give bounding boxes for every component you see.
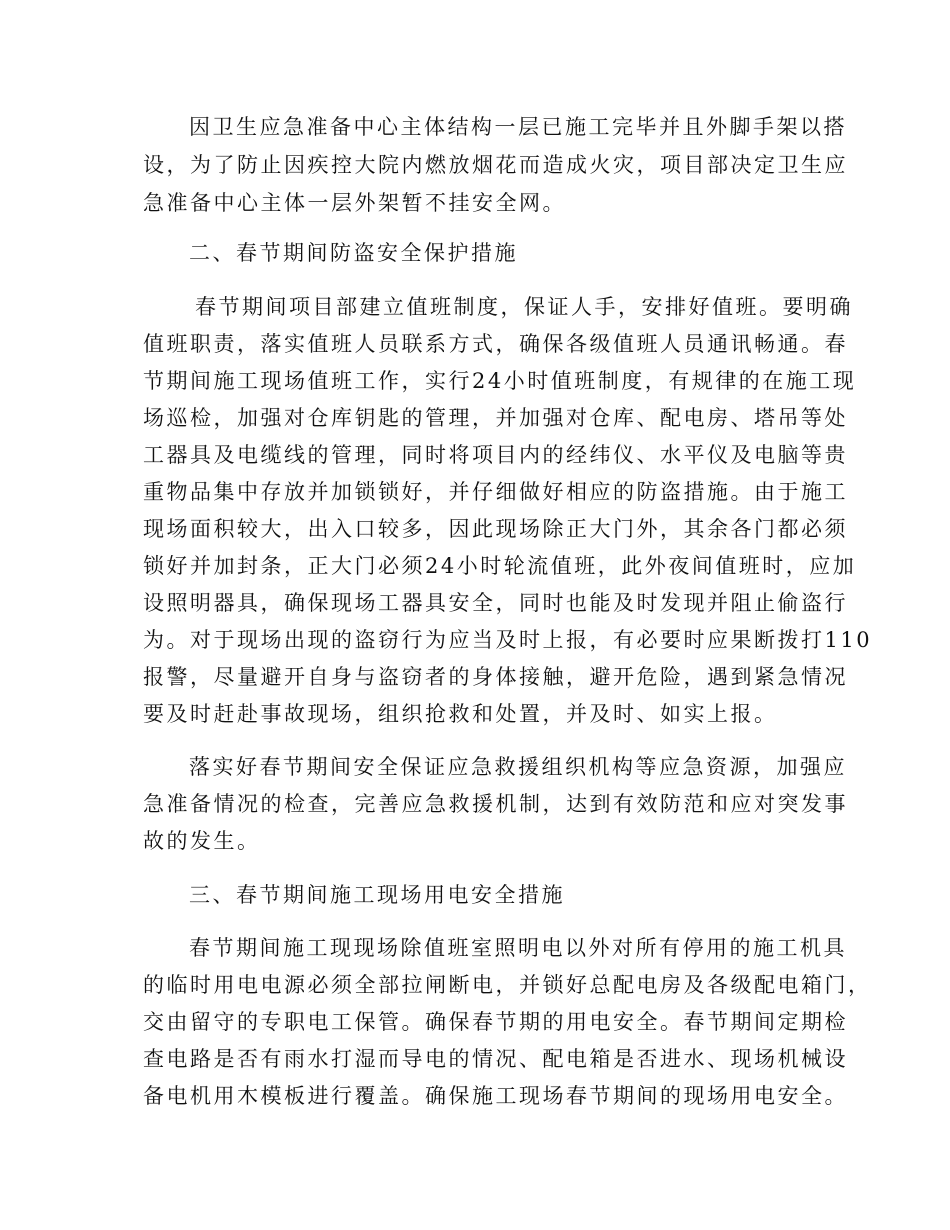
text-line: 的临时用电电源必须全部拉闸断电，并锁好总配电房及各级配电箱门， — [143, 973, 872, 997]
text-line: 要及时赶赴事故现场，组织抢救和处置，并及时、如实上报。 — [143, 702, 778, 726]
text-line: 现场面积较大，出入口较多，因此现场除正大门外，其余各门都必须 — [143, 517, 848, 541]
text-line: 因卫生应急准备中心主体结构一层已施工完毕并且外脚手架以搭 — [189, 115, 847, 139]
text-line: 工器具及电缆线的管理，同时将项目内的经纬仪、水平仪及电脑等贵 — [143, 443, 848, 467]
text-line: 春节期间项目部建立值班制度，保证人手，安排好值班。要明确 — [195, 295, 853, 319]
text-line: 场巡检，加强对仓库钥匙的管理，并加强对仓库、配电房、塔吊等处 — [143, 406, 848, 430]
text-line: 落实好春节期间安全保证应急救援组织机构等应急资源，加强应 — [189, 755, 847, 779]
text-line: 为。对于现场出现的盗窃行为应当及时上报，有必要时应果断拨打110 — [143, 628, 873, 652]
text-line: 故的发生。 — [143, 829, 261, 853]
text-line: 值班职责，落实值班人员联系方式，确保各级值班人员通讯畅通。春 — [143, 332, 848, 356]
text-line: 春节期间施工现现场除值班室照明电以外对所有停用的施工机具 — [189, 936, 847, 960]
section-heading: 三、春节期间施工现场用电安全措施 — [189, 883, 565, 907]
text-line: 节期间施工现场值班工作，实行24小时值班制度，有规律的在施工现 — [143, 369, 857, 393]
text-line: 重物品集中存放并加锁锁好，并仔细做好相应的防盗措施。由于施工 — [143, 480, 848, 504]
text-line: 查电路是否有雨水打湿而导电的情况、配电箱是否进水、现场机械设 — [143, 1047, 848, 1071]
text-line: 报警，尽量避开自身与盗窃者的身体接触，避开危险，遇到紧急情况 — [143, 665, 848, 689]
text-line: 急准备情况的检查，完善应急救援机制，达到有效防范和应对突发事 — [143, 792, 848, 816]
text-line: 备电机用木模板进行覆盖。确保施工现场春节期间的现场用电安全。 — [143, 1084, 848, 1108]
section-heading: 二、春节期间防盗安全保护措施 — [189, 241, 518, 265]
text-line: 设照明器具，确保现场工器具安全，同时也能及时发现并阻止偷盗行 — [143, 591, 848, 615]
text-line: 急准备中心主体一层外架暂不挂安全网。 — [143, 191, 566, 215]
text-line: 交由留守的专职电工保管。确保春节期的用电安全。春节期间定期检 — [143, 1010, 848, 1034]
text-line: 设，为了防止因疾控大院内燃放烟花而造成火灾，项目部决定卫生应 — [143, 153, 848, 177]
text-line: 锁好并加封条，正大门必须24小时轮流值班，此外夜间值班时，应加 — [143, 554, 857, 578]
